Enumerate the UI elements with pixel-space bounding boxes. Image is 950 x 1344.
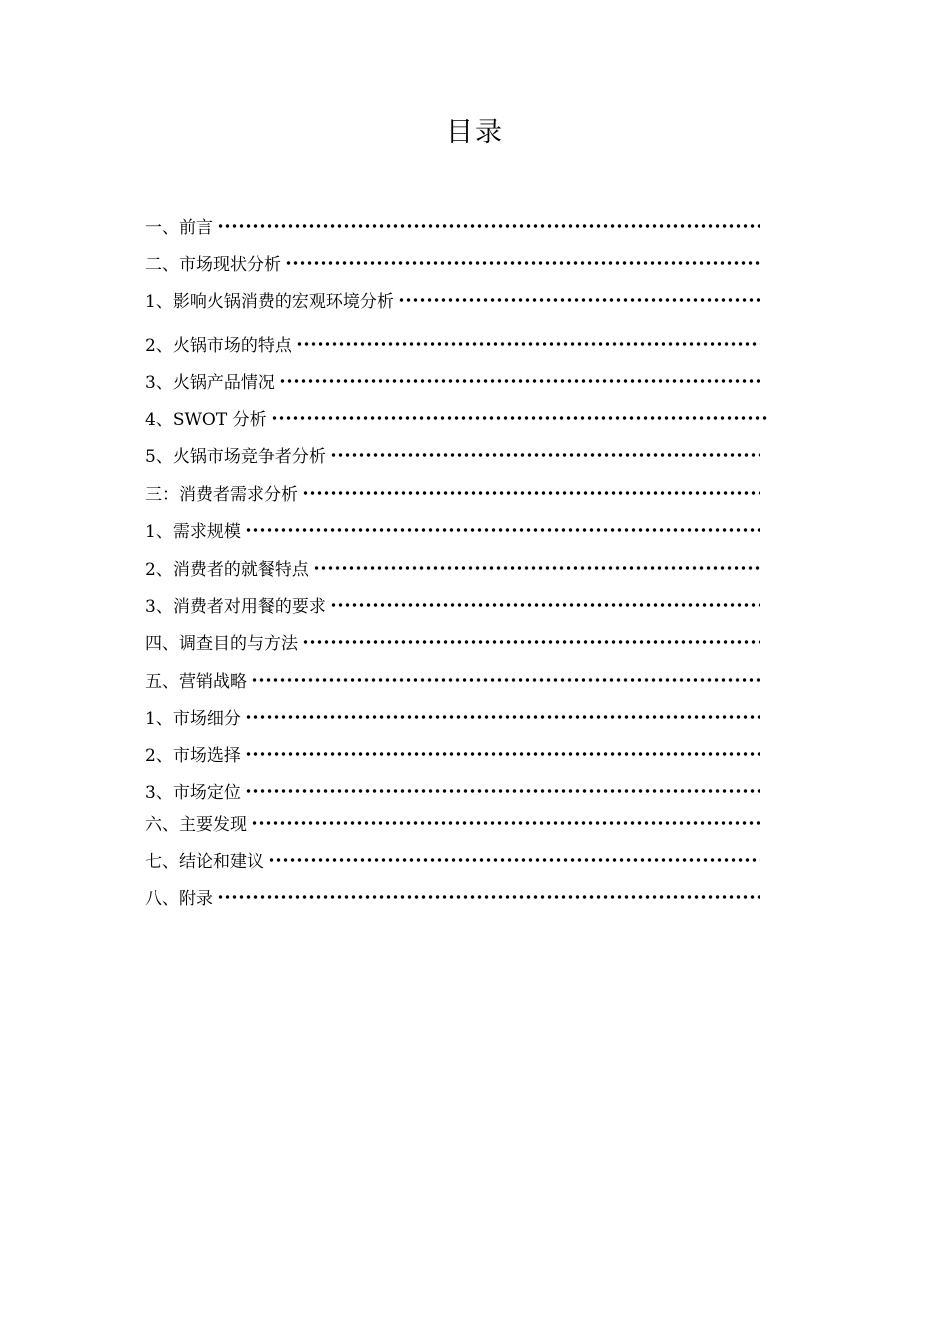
dot-leader bbox=[330, 453, 760, 457]
toc-entry-appendix[interactable] bbox=[145, 884, 760, 908]
dot-leader bbox=[330, 603, 760, 607]
toc-entry-research-method[interactable] bbox=[145, 629, 760, 653]
toc-title: 目录 bbox=[446, 117, 504, 148]
dot-leader bbox=[245, 528, 760, 532]
dot-leader bbox=[271, 416, 767, 420]
toc-entry-label: 七、结论和建议 bbox=[145, 851, 264, 872]
toc-entry-label: 2、火锅市场的特点 bbox=[145, 335, 292, 356]
toc-entry-market-status[interactable] bbox=[145, 250, 760, 274]
toc-entry-label: 1、影响火锅消费的宏观环境分析 bbox=[145, 291, 394, 312]
toc-entry-label: 3、市场定位 bbox=[145, 782, 241, 803]
toc-entry-label: 五、营销战略 bbox=[145, 671, 247, 692]
dot-leader bbox=[285, 261, 760, 265]
toc-entry-label: 六、主要发现 bbox=[145, 814, 247, 835]
toc-entry-consumer-demand[interactable] bbox=[145, 480, 760, 504]
toc-entry-label: 一、前言 bbox=[145, 217, 213, 238]
toc-entry-segmentation[interactable] bbox=[145, 704, 760, 728]
toc-entry-label: 三：消费者需求分析 bbox=[145, 484, 298, 505]
dot-leader bbox=[296, 342, 760, 346]
dot-leader bbox=[245, 752, 760, 756]
dot-leader bbox=[251, 821, 760, 825]
toc-entry-label: 2、消费者的就餐特点 bbox=[145, 559, 309, 580]
dot-leader bbox=[302, 640, 760, 644]
toc-entry-label: 3、火锅产品情况 bbox=[145, 372, 275, 393]
toc-entry-demand-scale[interactable] bbox=[145, 517, 760, 541]
toc-entry-swot[interactable] bbox=[145, 405, 767, 429]
toc-entry-preface[interactable] bbox=[145, 213, 760, 237]
dot-leader bbox=[313, 566, 760, 570]
dot-leader bbox=[398, 298, 760, 302]
dot-leader bbox=[268, 858, 760, 862]
toc-entry-label: 2、市场选择 bbox=[145, 745, 241, 766]
dot-leader bbox=[245, 789, 760, 793]
toc-entry-positioning[interactable] bbox=[145, 778, 760, 802]
toc-entry-dining-requirements[interactable] bbox=[145, 592, 760, 616]
toc-entry-label: 四、调查目的与方法 bbox=[145, 633, 298, 654]
toc-entry-label: 八、附录 bbox=[145, 888, 213, 909]
toc-entry-targeting[interactable] bbox=[145, 741, 760, 765]
toc-entry-dining-features[interactable] bbox=[145, 555, 760, 579]
toc-entry-label: 二、市场现状分析 bbox=[145, 254, 281, 275]
dot-leader bbox=[217, 224, 760, 228]
toc-entry-label: 1、市场细分 bbox=[145, 708, 241, 729]
toc-entry-label: 5、火锅市场竞争者分析 bbox=[145, 446, 326, 467]
toc-entry-conclusions[interactable] bbox=[145, 847, 760, 871]
dot-leader bbox=[251, 678, 760, 682]
toc-entry-products[interactable] bbox=[145, 368, 760, 392]
toc-entry-label: 3、消费者对用餐的要求 bbox=[145, 596, 326, 617]
toc-entry-findings[interactable] bbox=[145, 810, 760, 834]
toc-entry-label: 4、SWOT 分析 bbox=[145, 409, 267, 430]
dot-leader bbox=[245, 715, 760, 719]
toc-entry-market-features[interactable] bbox=[145, 331, 760, 355]
toc-entry-macro-environment[interactable] bbox=[145, 287, 760, 311]
dot-leader bbox=[302, 491, 760, 495]
toc-entry-competitors[interactable] bbox=[145, 442, 760, 466]
toc-entry-label: 1、需求规模 bbox=[145, 521, 241, 542]
dot-leader bbox=[217, 895, 760, 899]
toc-entry-marketing-strategy[interactable] bbox=[145, 667, 760, 691]
dot-leader bbox=[279, 379, 760, 383]
